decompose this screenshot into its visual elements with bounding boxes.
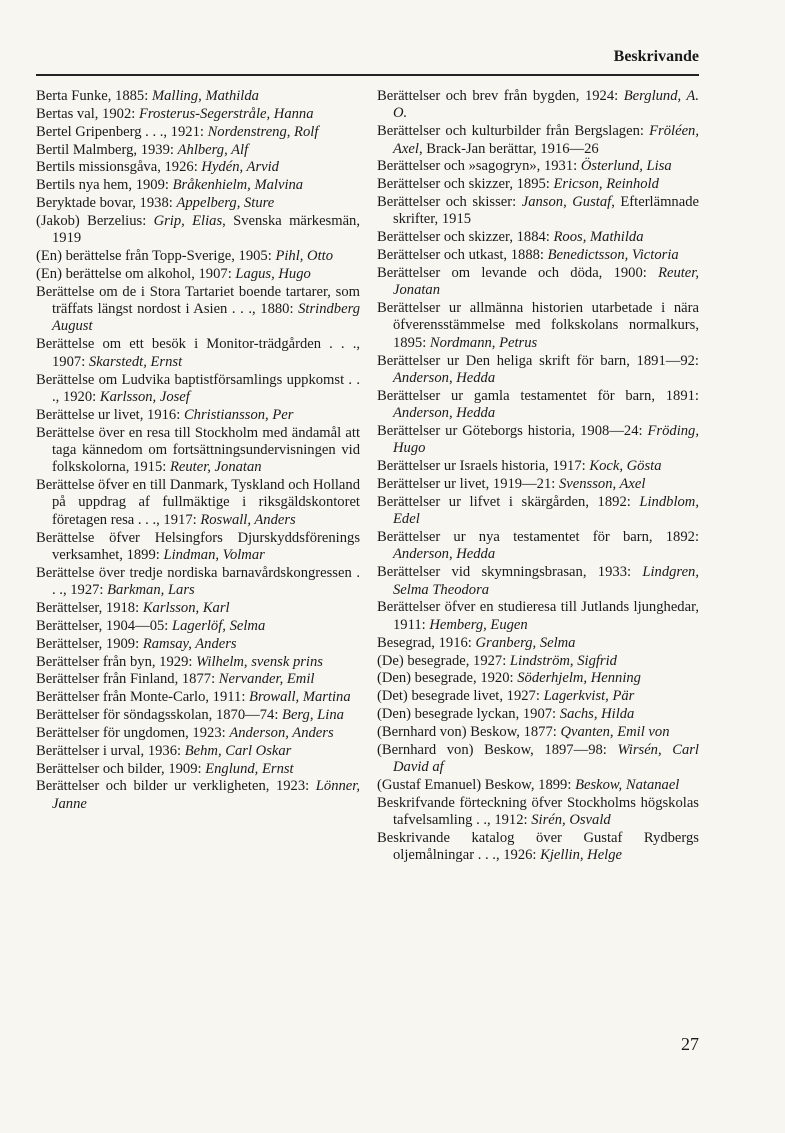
entry-title: Berättelser och bilder ur verkligheten, 1923:	[36, 778, 316, 795]
entry-title: Berättelse om de i Stora Tartariet boende tartarer, som träffats längst nordost i Asien . . ., 1880:	[36, 283, 360, 318]
entry-title: (Bernhard von) Beskow, 1897—98:	[377, 741, 618, 758]
entry-title: Berättelser från byn, 1929:	[36, 653, 197, 670]
entry-title: (Den) besegrade, 1920:	[377, 670, 518, 687]
entry-author: Qvanten, Emil von	[560, 723, 670, 740]
index-entry	[36, 266, 360, 283]
index-entry	[36, 213, 360, 248]
entry-title: Bertas val, 1902:	[36, 105, 139, 122]
entry-author: Karlsson, Josef	[99, 388, 190, 405]
entry-title: Berättelser för ungdomen, 1923:	[36, 724, 230, 741]
entry-title: (En) berättelse från Topp-Sverige, 1905:	[36, 248, 276, 265]
entry-author: Hemberg, Eugen	[429, 616, 528, 633]
entry-author: Sirén, Osvald	[531, 812, 611, 829]
index-entry	[377, 529, 699, 564]
entry-author: Anderson, Hedda	[393, 405, 496, 422]
entry-author: Malling, Mathilda	[151, 88, 259, 104]
entry-author: Strindberg August	[52, 301, 360, 335]
entry-author: Lönner, Janne	[52, 778, 360, 812]
entry-title: Berättelse över en resa till Stockholm med ändamål att taga kännedom om fortsättningsundervisningen vid folkskolorna, 1915:	[36, 424, 360, 476]
entry-author: Roswall, Anders	[200, 511, 296, 528]
entry-suffix: , Svenska märkesmän, 1919	[52, 212, 360, 247]
index-entry	[377, 229, 699, 246]
entry-title: Berättelser och utkast, 1888:	[377, 247, 548, 264]
entry-author: Wirsén, Carl David af	[393, 741, 699, 776]
entry-title: (Jakob) Berzelius:	[36, 212, 154, 229]
entry-author: Beskow, Natanael	[575, 776, 680, 793]
entry-title: (Gustaf Emanuel) Beskow, 1899:	[377, 776, 576, 793]
entry-author: Fröléen, Axel	[393, 123, 699, 157]
entry-title: Berättelser och brev från bygden, 1924:	[377, 88, 624, 104]
index-entry	[377, 353, 699, 388]
entry-title: Berättelser från Monte-Carlo, 1911:	[36, 689, 250, 706]
entry-title: Berättelser för söndagsskolan, 1870—74:	[36, 707, 283, 724]
entry-author: Nervander, Emil	[218, 671, 315, 688]
entry-title: Berättelser, 1904—05:	[36, 617, 172, 634]
header-rule	[36, 74, 699, 76]
index-entry	[377, 88, 699, 123]
entry-title: Berättelse om Ludvika baptistförsamlings uppkomst . . ., 1920:	[36, 371, 360, 405]
left-column	[36, 88, 360, 814]
index-entry	[377, 795, 699, 830]
index-entry	[36, 689, 360, 706]
index-entry	[377, 423, 699, 458]
index-entry	[36, 761, 360, 778]
index-entry	[36, 336, 360, 371]
index-entry	[377, 706, 699, 723]
index-entry	[377, 688, 699, 705]
index-entry	[377, 670, 699, 687]
entry-author: Lindman, Volmar	[163, 546, 265, 563]
index-entry	[36, 600, 360, 617]
index-entry	[377, 300, 699, 352]
entry-title: Berättelser öfver en studieresa till Jutlands ljunghedar, 1911:	[377, 599, 699, 633]
index-entry	[377, 564, 699, 599]
entry-title: Berättelser ur gamla testamentet för barn, 1891:	[377, 387, 699, 404]
entry-title: (Bernhard von) Beskow, 1877:	[377, 723, 561, 740]
index-entry	[377, 724, 699, 741]
entry-suffix: , Brack-Jan berättar, 1916—26	[418, 140, 599, 157]
entry-title: Bertils nya hem, 1909:	[36, 177, 173, 194]
index-entry	[377, 194, 699, 229]
index-entry	[377, 830, 699, 865]
entry-author: Wilhelm, svensk prins	[196, 653, 323, 670]
index-entry	[377, 458, 699, 475]
entry-author: Reuter, Jonatan	[393, 264, 699, 299]
entry-title: Berättelser ur Göteborgs historia, 1908—24:	[377, 423, 648, 440]
entry-author: Lagerlöf, Selma	[172, 617, 266, 634]
index-entry	[36, 159, 360, 176]
entry-title: Berättelser och skisser:	[377, 194, 522, 211]
entry-title: Berättelser och skizzer, 1895:	[377, 176, 554, 193]
index-entry	[377, 388, 699, 423]
entry-author: Anderson, Hedda	[393, 546, 496, 563]
index-entry	[36, 477, 360, 529]
entry-author: Janson, Gustaf	[521, 194, 612, 211]
entry-author: Browall, Martina	[249, 689, 351, 706]
entry-author: Ramsay, Anders	[142, 635, 237, 652]
entry-title: (En) berättelse om alkohol, 1907:	[36, 265, 236, 282]
entry-author: Karlsson, Karl	[142, 599, 230, 616]
entry-author: Lagus, Hugo	[235, 265, 311, 282]
entry-author: Ericson, Reinhold	[553, 176, 659, 193]
index-entry	[36, 284, 360, 336]
entry-title: Berättelser om levande och döda, 1900:	[377, 264, 659, 281]
index-entry	[36, 124, 360, 141]
entry-author: Anderson, Anders	[229, 724, 334, 741]
entry-author: Appelberg, Sture	[176, 195, 275, 212]
entry-title: Berättelser och bilder, 1909:	[36, 760, 206, 777]
entry-author: Kjellin, Helge	[540, 847, 623, 864]
entry-author: Österlund, Lisa	[580, 158, 672, 175]
entry-title: Berättelse ur livet, 1916:	[36, 406, 184, 423]
index-entry	[377, 176, 699, 193]
index-entry	[36, 565, 360, 600]
entry-title: Berättelser, 1909:	[36, 635, 143, 652]
index-entry	[377, 653, 699, 670]
running-header: Beskrivande	[613, 48, 699, 65]
entry-author: Sachs, Hilda	[559, 706, 635, 723]
index-entry	[36, 248, 360, 265]
index-entry	[377, 635, 699, 652]
entry-title: Berättelser ur lifvet i skärgården, 1892:	[377, 493, 640, 510]
entry-title: Beryktade bovar, 1938:	[36, 195, 177, 212]
index-entry	[36, 654, 360, 671]
index-entry	[377, 599, 699, 634]
entry-author: Behm, Carl Oskar	[184, 742, 292, 759]
entry-author: Berg, Lina	[282, 707, 344, 724]
entry-title: Berättelser från Finland, 1877:	[36, 671, 219, 688]
index-entry	[36, 743, 360, 760]
entry-author: Lindblom, Edel	[393, 493, 699, 528]
entry-title: Berättelse öfver en till Danmark, Tyskland och Holland på uppdrag af fullmäktige i riksgäldskontoret företagen resa . . ., 1917:	[36, 477, 360, 528]
index-entry	[36, 530, 360, 565]
entry-title: Berättelser ur Israels historia, 1917:	[377, 458, 590, 475]
entry-title: (Det) besegrade livet, 1927:	[377, 688, 544, 705]
index-entry	[377, 123, 699, 158]
entry-title: (Den) besegrade lyckan, 1907:	[377, 706, 560, 723]
index-entry	[377, 777, 699, 794]
index-entry	[36, 195, 360, 212]
entry-suffix: , Efterlämnade skrifter, 1915	[393, 194, 699, 228]
entry-author: Lindström, Sigfrid	[509, 652, 617, 669]
entry-author: Anderson, Hedda	[393, 370, 496, 386]
entry-title: Bertils missionsgåva, 1926:	[36, 159, 202, 176]
entry-author: Söderhjelm, Henning	[517, 670, 641, 687]
entry-title: Besegrad, 1916:	[377, 634, 476, 651]
entry-title: (De) besegrade, 1927:	[377, 652, 510, 669]
entry-author: Roos, Mathilda	[553, 229, 644, 246]
entry-title: Berättelser och skizzer, 1884:	[377, 229, 554, 246]
entry-author: Christiansson, Per	[183, 406, 294, 423]
entry-author: Barkman, Lars	[107, 582, 195, 599]
entry-author: Granberg, Selma	[475, 634, 576, 651]
entry-author: Svensson, Axel	[558, 476, 646, 493]
entry-author: Pihl, Otto	[275, 248, 334, 265]
entry-title: Berättelser ur allmänna historien utarbetade i nära öfverensstämmelse med folkskolans normalkurs, 1895:	[377, 300, 699, 351]
entry-author: Grip, Elias	[153, 212, 223, 229]
index-entry	[36, 407, 360, 424]
entry-title: Berättelser i urval, 1936:	[36, 742, 185, 759]
entry-author: Lagerkvist, Pär	[543, 688, 635, 705]
entry-author: Bråkenhielm, Malvina	[172, 177, 304, 194]
index-entry	[377, 158, 699, 175]
index-entry	[36, 618, 360, 635]
index-entry	[36, 372, 360, 407]
entry-author: Berglund, A. O.	[393, 88, 699, 122]
entry-title: Berättelser, 1918:	[36, 599, 143, 616]
entry-author: Ahlberg, Alf	[177, 141, 249, 158]
entry-title: Beskrivande katalog över Gustaf Rydbergs oljemålningar . . ., 1926:	[377, 829, 699, 864]
index-entry	[36, 725, 360, 742]
index-entry	[377, 265, 699, 300]
entry-title: Berättelse om ett besök i Monitor-trädgården . . ., 1907:	[36, 336, 360, 370]
entry-author: Englund, Ernst	[205, 760, 294, 777]
index-entry	[36, 106, 360, 123]
entry-title: Berättelser ur Den heliga skrift för barn, 1891—92:	[377, 352, 699, 369]
index-entry	[377, 247, 699, 264]
entry-title: Bertil Malmberg, 1939:	[36, 141, 178, 158]
entry-title: Berättelser ur livet, 1919—21:	[377, 476, 559, 493]
entry-author: Reuter, Jonatan	[169, 459, 262, 476]
entry-author: Benedictsson, Victoria	[547, 247, 679, 264]
entry-author: Nordenstreng, Rolf	[207, 123, 319, 140]
index-entry	[36, 671, 360, 688]
entry-author: Hydén, Arvid	[201, 159, 279, 176]
entry-author: Frosterus-Segerstråle, Hanna	[138, 105, 314, 122]
index-entry	[377, 494, 699, 529]
entry-author: Skarstedt, Ernst	[88, 353, 183, 370]
entry-title: Berättelser och kulturbilder från Bergslagen:	[377, 123, 650, 140]
entry-title: Berättelse över tredje nordiska barnavårdskongressen . . ., 1927:	[36, 564, 360, 599]
entry-title: Berättelser vid skymningsbrasan, 1933:	[377, 564, 643, 581]
entry-title: Berättelser och »sagogryn», 1931:	[377, 158, 581, 175]
entry-author: Lindgren, Selma Theodora	[393, 564, 699, 598]
index-entry	[36, 425, 360, 477]
index-entry	[377, 476, 699, 493]
right-column	[377, 88, 699, 865]
entry-title: Beskrifvande förteckning öfver Stockholms högskolas tafvelsamling . ., 1912:	[377, 794, 699, 829]
entry-title: Berta Funke, 1885:	[36, 88, 152, 104]
page-number: 27	[681, 1034, 699, 1054]
index-entry	[36, 636, 360, 653]
entry-title: Berättelse öfver Helsingfors Djurskyddsförenings verksamhet, 1899:	[36, 529, 360, 563]
index-entry	[36, 707, 360, 724]
entry-author: Kock, Gösta	[589, 458, 662, 475]
index-entry	[36, 177, 360, 194]
entry-title: Berättelser ur nya testamentet för barn, 1892:	[377, 529, 699, 546]
index-entry	[36, 88, 360, 105]
entry-author: Fröding, Hugo	[393, 423, 699, 457]
index-entry	[36, 142, 360, 159]
entry-author: Nordmann, Petrus	[429, 334, 538, 351]
index-entry	[377, 742, 699, 777]
index-entry	[36, 778, 360, 813]
entry-title: Bertel Gripenberg . . ., 1921:	[36, 123, 208, 140]
